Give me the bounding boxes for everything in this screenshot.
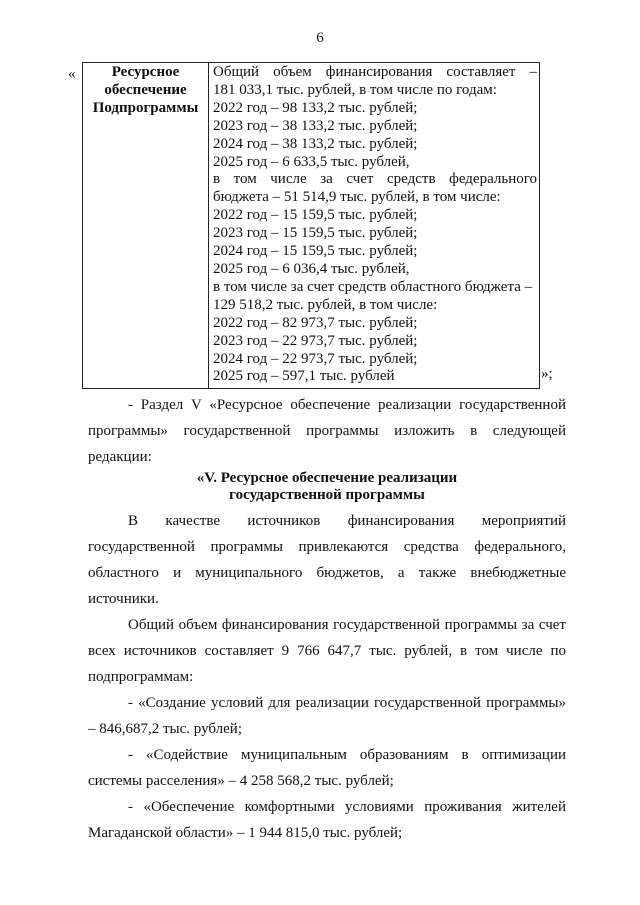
value-line: Общий объем финансирования составляет – <box>213 64 537 80</box>
page-number: 6 <box>316 30 324 46</box>
section-instruction: - Раздел V «Ресурсное обеспечение реализации государственной программы» государственной программы изложить в следующей редакции: <box>88 397 566 465</box>
value-line: 2025 год – 597,1 тыс. рублей <box>213 368 395 385</box>
value-line: 2022 год – 82 973,7 тыс. рублей; <box>213 314 418 331</box>
value-line: 2024 год – 15 159,5 тыс. рублей; <box>213 243 418 260</box>
value-line: 2025 год – 6 036,4 тыс. рублей, <box>213 260 410 277</box>
paragraph-total: Общий объем финансирования государственной программы за счет всех источников составляет 9 766 647,7 тыс. рублей, в том числе по подпрограммам: <box>88 617 566 685</box>
resource-table-row <box>83 63 540 389</box>
value-line: 2022 год – 98 133,2 тыс. рублей; <box>213 99 418 116</box>
table-opening-quote: « <box>68 66 76 82</box>
value-line: в том числе за счет средств областного бюджета – <box>213 278 533 295</box>
value-line: 129 518,2 тыс. рублей, в том числе: <box>213 296 438 313</box>
label-line: обеспечение <box>104 81 187 98</box>
section-heading <box>88 470 566 504</box>
value-line: бюджета – 51 514,9 тыс. рублей, в том числе: <box>213 189 501 206</box>
resource-table <box>82 62 540 389</box>
value-line: 2023 год – 38 133,2 тыс. рублей; <box>213 117 418 134</box>
resource-value-cell <box>209 63 540 389</box>
list-item-subprogram: - «Содействие муниципальным образованиям в оптимизации системы расселения» – 4 258 568,2 тыс. рублей; <box>88 747 566 789</box>
value-line: 2025 год – 6 633,5 тыс. рублей, <box>213 153 410 170</box>
value-line: 2023 год – 15 159,5 тыс. рублей; <box>213 225 418 242</box>
section-heading-line: государственной программы <box>229 487 425 503</box>
value-line: 2023 год – 22 973,7 тыс. рублей; <box>213 332 418 349</box>
paragraph-sources: В качестве источников финансирования мероприятий государственной программы привлекаются средства федерального, областного и муниципального бюджетов, а также внебюджетные источники. <box>88 513 566 607</box>
list-item-subprogram: - «Обеспечение комфортными условиями проживания жителей Магаданской области» – 1 944 815,0 тыс. рублей; <box>88 799 566 841</box>
value-line: 2024 год – 38 133,2 тыс. рублей; <box>213 135 418 152</box>
value-line: в том числе за счет средств федерального <box>213 171 537 188</box>
list-item-subprogram: - «Создание условий для реализации государственной программы» – 846,687,2 тыс. рублей; <box>88 695 566 737</box>
value-line: 181 033,1 тыс. рублей, в том числе по годам: <box>213 81 497 98</box>
section-heading-line: «V. Ресурсное обеспечение реализации <box>196 470 458 486</box>
label-line: Ресурсное <box>111 64 180 80</box>
table-closing-quote: »; <box>541 366 553 382</box>
value-line: 2024 год – 22 973,7 тыс. рублей; <box>213 350 418 367</box>
value-line: 2022 год – 15 159,5 тыс. рублей; <box>213 207 418 224</box>
resource-label-cell <box>83 63 209 389</box>
label-line: Подпрограммы <box>92 99 199 116</box>
